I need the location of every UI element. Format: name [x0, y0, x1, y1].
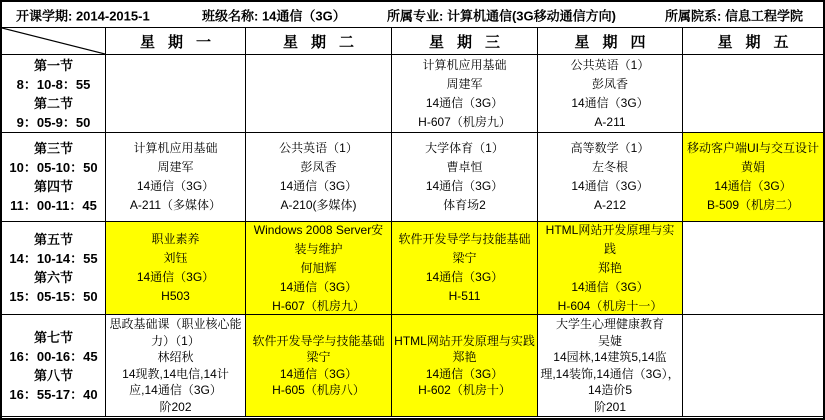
student-class: 14通信（3G）: [571, 179, 649, 193]
teacher-name: 周建军: [446, 76, 483, 91]
major-info: 所属专业: 计算机通信(3G移动通信方向): [387, 8, 616, 23]
course-name: HTML网站开发原理与实践: [394, 333, 535, 348]
empty-cell: [683, 55, 823, 133]
class-cell: [538, 222, 683, 315]
period-label: 第二节: [33, 95, 73, 111]
course-name: 软件开发导学与技能基础: [252, 333, 385, 348]
day-header-5: 星期五: [683, 28, 823, 55]
room-location: A-210(多媒体): [280, 198, 357, 212]
period-time: 11：00-11：45: [10, 198, 97, 213]
diagonal-line-icon: [2, 28, 105, 54]
teacher-name: 彭凤香: [300, 160, 337, 174]
period-time: 10：05-10：50: [9, 160, 98, 175]
student-class: 14通信（3G）: [136, 270, 215, 284]
course-name: 职业素养: [151, 232, 200, 246]
room-location: H-604（机房十一）: [557, 298, 663, 313]
course-name: 移动客户端UI与交互设计: [686, 141, 819, 155]
period-cell: [2, 133, 106, 222]
class-cell: [392, 222, 538, 315]
period-label: 第七节: [33, 329, 73, 345]
department-info: 所属院系: 信息工程学院: [665, 8, 803, 23]
teacher-name: 梁宁: [306, 350, 331, 364]
student-class: 14通信（3G）: [571, 279, 649, 294]
student-class: 14通信（3G）: [425, 179, 504, 193]
empty-cell: [246, 55, 392, 133]
room-location: 阶202: [159, 399, 192, 414]
room-location: A-211: [594, 114, 626, 129]
room-location: A-212: [593, 198, 627, 212]
class-cell: [246, 133, 392, 222]
empty-cell: [106, 55, 246, 133]
course-name: 高等数学（1）: [570, 141, 650, 155]
room-location: H-605（机房八）: [272, 383, 365, 397]
period-label: 第四节: [33, 179, 73, 194]
day-header-2: 星期二: [246, 28, 392, 55]
class-cell: [683, 133, 823, 222]
teacher-name: 郑艳: [597, 260, 622, 275]
student-class: 14通信（3G）: [714, 179, 792, 193]
class-cell: [538, 55, 683, 133]
student-class: 14通信（3G）: [279, 366, 358, 381]
student-class: 14通信（3G）: [279, 179, 358, 193]
period-time: 16：55-17：40: [9, 386, 98, 402]
teacher-name: 黄娟: [740, 160, 765, 174]
room-location: A-211（多媒体）: [129, 198, 222, 212]
student-class: 14通信（3G）: [571, 95, 649, 110]
class-cell: [246, 315, 392, 417]
student-class: 14通信（3G）: [136, 179, 215, 193]
teacher-name: 周建军: [157, 160, 194, 174]
student-class: 14通信（3G）: [425, 95, 504, 110]
class-cell: [392, 133, 538, 222]
room-location: 体育场2: [443, 198, 486, 212]
student-class: 14通信（3G）: [279, 279, 358, 294]
teacher-name: 何旭辉: [300, 260, 337, 275]
teacher-name: 林绍秋: [157, 350, 194, 364]
student-class: 14通信（3G）: [425, 270, 504, 284]
course-name: 思政基础课（职业核心能力）（1）: [109, 317, 242, 348]
room-location: B-509（机房二）: [706, 198, 800, 212]
period-time: 8：10-8：55: [16, 76, 91, 92]
class-cell: [246, 222, 392, 315]
class-name-info: 班级名称: 14通信（3G）: [202, 8, 346, 23]
class-cell: [106, 133, 246, 222]
course-name: Windows 2008 Server安装与维护: [253, 222, 384, 256]
day-header-1: 星期一: [106, 28, 246, 55]
teacher-name: 彭凤香: [591, 76, 628, 91]
room-location: H-607（机房九）: [272, 298, 365, 313]
room-location: H503: [161, 289, 190, 303]
course-name: 计算机应用基础: [422, 57, 507, 72]
period-label: 第六节: [33, 270, 73, 285]
course-name: 公共英语（1）: [279, 141, 358, 155]
empty-cell: [683, 315, 823, 417]
timetable-grid: [2, 28, 823, 417]
course-name: HTML网站开发原理与实践: [545, 222, 675, 256]
corner-cell: [2, 28, 106, 55]
class-cell: [106, 315, 246, 417]
teacher-name: 梁宁: [452, 251, 477, 265]
period-time: 15：05-15：50: [9, 289, 98, 304]
period-time: 14：10-14：55: [9, 251, 98, 266]
course-name: 计算机应用基础: [133, 141, 218, 155]
period-cell: [2, 55, 106, 133]
teacher-name: 吴婕: [597, 333, 622, 348]
class-cell: [538, 315, 683, 417]
course-name: 大学体育（1）: [425, 141, 504, 155]
course-name: 软件开发导学与技能基础: [398, 232, 531, 246]
teacher-name: 曹卓恒: [446, 160, 483, 174]
teacher-name: 左冬根: [591, 160, 628, 174]
class-cell: [106, 222, 246, 315]
period-cell: [2, 315, 106, 417]
teacher-name: 刘钰: [163, 251, 188, 265]
course-name: 大学生心理健康教育: [555, 317, 664, 331]
period-label: 第五节: [33, 232, 73, 247]
semester-info: 开课学期: 2014-2015-1: [16, 8, 150, 23]
day-header-4: 星期四: [538, 28, 683, 55]
student-class: 14园林,14建筑5,14监理,14装饰,14通信（3G），14造价5: [540, 350, 680, 397]
course-name: 公共英语（1）: [570, 57, 650, 72]
day-header-3: 星期三: [392, 28, 538, 55]
student-class: 14现教,14电信,14计应,14通信（3G）: [122, 366, 229, 397]
period-label: 第三节: [33, 141, 73, 156]
class-cell: [392, 315, 538, 417]
room-location: H-607（机房九）: [418, 114, 511, 129]
class-cell: [538, 133, 683, 222]
period-label: 第八节: [33, 367, 73, 383]
room-location: H-511: [448, 289, 481, 303]
info-bar: [2, 2, 823, 28]
period-time: 9：05-9：50: [16, 114, 91, 130]
room-location: H-602（机房十）: [418, 383, 511, 397]
teacher-name: 郑艳: [452, 350, 477, 364]
student-class: 14通信（3G）: [425, 366, 504, 381]
period-label: 第一节: [33, 57, 73, 73]
period-cell: [2, 222, 106, 315]
period-time: 16：00-16：45: [9, 348, 98, 364]
room-location: 阶201: [593, 399, 627, 414]
class-cell: [392, 55, 538, 133]
empty-cell: [683, 222, 823, 315]
